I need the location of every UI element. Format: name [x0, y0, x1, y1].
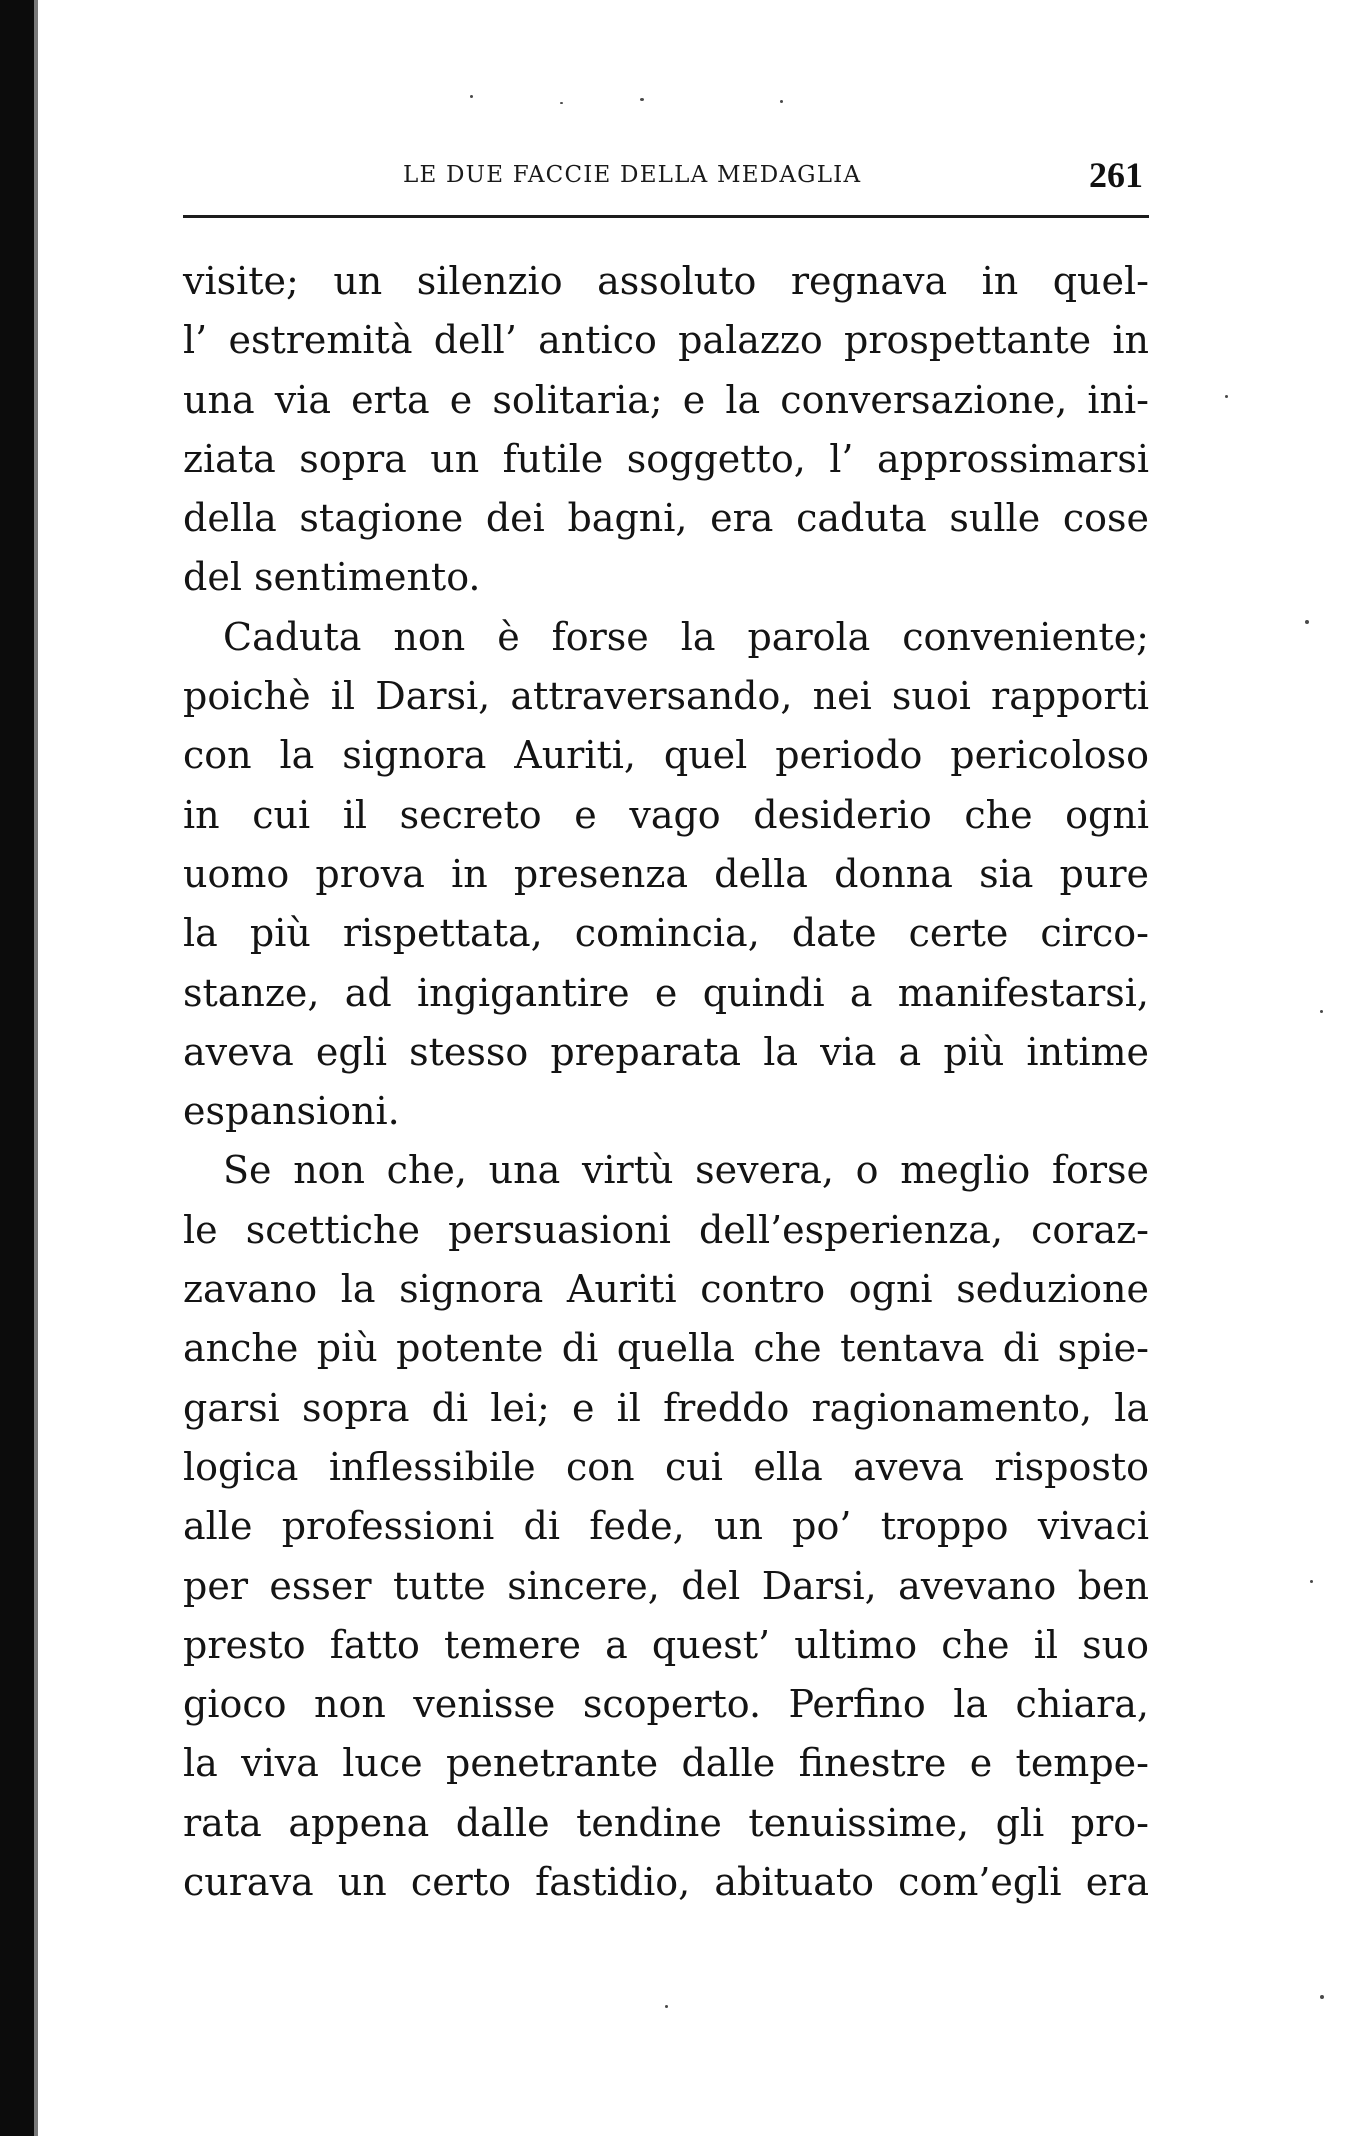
text-line: garsi sopra di lei; e il freddo ragionamento, la [183, 1385, 1149, 1430]
text-line: in cui il secreto e vago desiderio che ogni [183, 792, 1149, 837]
scan-speck [1305, 620, 1309, 624]
text-line: l’ estremità dell’ antico palazzo prospettante in [183, 318, 1149, 363]
text-line: logica inflessibile con cui ella aveva risposto [183, 1444, 1149, 1489]
text-line: rata appena dalle tendine tenuissime, gli pro- [183, 1800, 1149, 1845]
text-line: curava un certo fastidio, abituato com’egli era [183, 1860, 1149, 1905]
scan-speck [470, 95, 473, 98]
page-header [183, 150, 1149, 200]
book-spine-edge [34, 0, 38, 2136]
page-number: 261 [1089, 155, 1143, 195]
scan-speck [560, 102, 563, 104]
text-line: anche più potente di quella che tentava di spie- [183, 1326, 1149, 1371]
text-line: alle professioni di fede, un po’ troppo vivaci [183, 1504, 1149, 1549]
text-line: del sentimento. [183, 555, 481, 600]
header-rule [183, 215, 1149, 218]
text-line: una via erta e solitaria; e la conversazione, ini- [183, 377, 1149, 422]
book-spine-shadow [0, 0, 34, 2136]
text-line: zavano la signora Auriti contro ogni seduzione [183, 1267, 1149, 1312]
scan-speck [780, 100, 783, 103]
text-line: gioco non venisse scoperto. Perfino la chiara, [183, 1682, 1149, 1727]
text-line: Se non che, una virtù severa, o meglio forse [223, 1148, 1149, 1193]
text-line: con la signora Auriti, quel periodo pericoloso [183, 733, 1149, 778]
text-line: visite; un silenzio assoluto regnava in quel- [183, 259, 1149, 303]
text-line: presto fatto temere a quest’ ultimo che il suo [183, 1622, 1149, 1667]
text-line: aveva egli stesso preparata la via a più intime [183, 1029, 1149, 1074]
scan-speck [1310, 1580, 1313, 1583]
text-line: uomo prova in presenza della donna sia pure [183, 851, 1149, 896]
text-line: della stagione dei bagni, era caduta sulle cose [183, 496, 1149, 541]
scan-speck [1320, 1010, 1323, 1013]
text-line: poichè il Darsi, attraversando, nei suoi rapporti [183, 674, 1149, 719]
text-line: Caduta non è forse la parola conveniente; [223, 614, 1149, 659]
text-line: per esser tutte sincere, del Darsi, avevano ben [183, 1563, 1149, 1608]
text-line: stanze, ad ingigantire e quindi a manifestarsi, [183, 970, 1149, 1015]
scan-speck [640, 98, 644, 101]
scan-speck [1320, 1995, 1324, 1999]
scan-speck [665, 2005, 668, 2008]
body-text [183, 252, 1149, 1912]
text-line: le scettiche persuasioni dell’esperienza, coraz- [183, 1207, 1149, 1252]
running-title: LE DUE FACCIE DELLA MEDAGLIA [403, 162, 862, 188]
text-line: espansioni. [183, 1089, 400, 1134]
text-line: ziata sopra un futile soggetto, l’ approssimarsi [183, 436, 1149, 481]
scan-speck [1225, 395, 1228, 398]
text-line: la più rispettata, comincia, date certe circo- [183, 911, 1149, 956]
text-line: la viva luce penetrante dalle finestre e tempe- [183, 1741, 1149, 1786]
